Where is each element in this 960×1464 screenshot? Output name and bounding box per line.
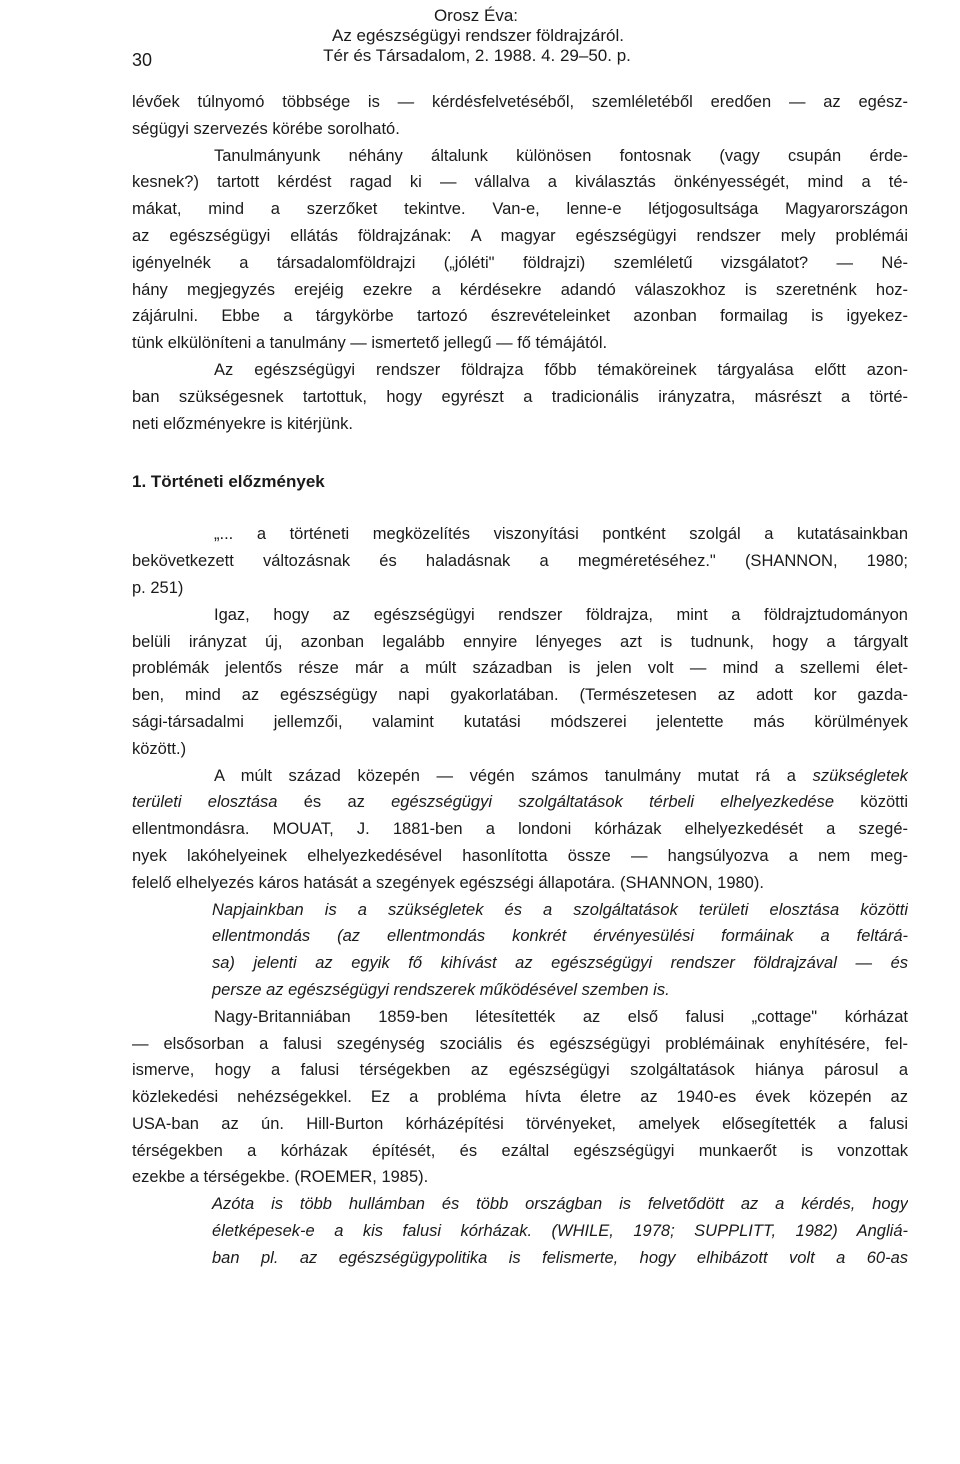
text-line: p. 251) [132, 578, 184, 597]
text-line: tünk elkülöníteni a tanulmány — ismertető jellegű — fő témájától. [132, 334, 608, 353]
text-line: térségekben a kórházak építését, és ezáltal egészségügyi munkaerőt is vonzottak [132, 1141, 908, 1160]
paragraph-4 [132, 602, 908, 763]
text-run: és az [277, 793, 392, 812]
text-line: problémák jelentős része már a múlt században is jelen volt — mind a szellemi élet- [132, 659, 908, 678]
text-line: az egészségügyi ellátás földrajzának: A magyar egészségügyi rendszer mely problémái [132, 226, 908, 245]
text-line: neti előzményekre is kitérjünk. [132, 414, 354, 433]
text-line: lévőek túlnyomó többsége is — kérdésfelvetéséből, szemléletéből eredően — az egész- [132, 93, 908, 111]
text-line: kesnek?) tartott kérdést ragad ki — vállalva a kiválasztás önkényességét, mind a té- [132, 173, 908, 192]
paragraph-3 [132, 357, 908, 437]
text-line: ezekbe a térségekbe. (ROEMER, 1985). [132, 1168, 429, 1187]
text-line: Azóta is több hullámban és több országban is felvetődött az a kérdés, hogy [212, 1195, 908, 1214]
text-line [132, 789, 908, 816]
block-quote [132, 521, 908, 601]
text-line: Nagy-Britanniában 1859-ben létesítették az első falusi „cottage" kórházat [214, 1007, 908, 1026]
text-line: ségügyi szervezés körébe sorolható. [132, 119, 400, 138]
text-line: USA-ban az ún. Hill-Burton kórházépítési törvényeket, amelyek elősegítették a falusi [132, 1114, 908, 1133]
body-text [132, 89, 908, 1272]
paragraph-7 [132, 1004, 908, 1192]
text-line: felelő elhelyezés káros hatását a szegények egészségi állapotára. (SHANNON, 1980). [132, 873, 764, 892]
header-title: Az egészségügyi rendszer földrajzáról. [332, 26, 624, 45]
text-line: Az egészségügyi rendszer földrajza főbb témaköreinek tárgyalása előtt azon- [214, 360, 908, 379]
text-line: Igaz, hogy az egészségügyi rendszer földrajza, mint a földrajztudományon [214, 605, 908, 624]
text-line: Napjainkban is a szükségletek és a szolgáltatások területi elosztása közötti [212, 900, 908, 919]
text-line: — elsősorban a falusi szegénység szociális és egészségügyi problémáinak enyhítésére, fel- [132, 1034, 908, 1053]
page-number: 30 [132, 50, 153, 70]
text-line: Tanulmányunk néhány általunk különösen fontosnak (vagy csupán érde- [214, 146, 908, 165]
text-line: ban pl. az egészségügypolitika is felismerte, hogy elhibázott volt a 60-as [212, 1248, 908, 1267]
header-author: Orosz Éva: [433, 6, 519, 25]
text-run: közötti [834, 793, 908, 812]
text-line: mákat, mind a szerzőket tekintve. Van-e, lenne-e létjogosultsága Magyarországon [132, 200, 908, 219]
text-line: „... a történeti megközelítés viszonyítási pontként szolgál a kutatásainkban [214, 525, 908, 544]
text-line: igényelnék a társadalomföldrajzi („jóléti" földrajzi) szemléletű vizsgálatot? — Né- [132, 253, 908, 272]
paragraph-1 [132, 89, 908, 143]
text-line: ben, mind az egészségügy napi gyakorlatában. (Természetesen az adott kor gazda- [132, 686, 908, 705]
text-line: sa) jelenti az egyik fő kihívást az egészségügyi rendszer földrajzával — és [212, 954, 908, 973]
paragraph-2 [132, 143, 908, 357]
text-line: között.) [132, 739, 187, 758]
text-line: persze az egészségügyi rendszerek működésével szemben is. [212, 980, 670, 999]
header-source: Tér és Társadalom, 2. 1988. 4. 29–50. p. [323, 46, 631, 65]
emphasis: szükségletek [812, 766, 908, 785]
text-line: közlekedési nehézségekkel. Ez a probléma hívta életre az 1940-es évek közepén az [132, 1088, 908, 1107]
emphasis: egészségügyi szolgáltatások térbeli elhelyezkedése [391, 793, 835, 812]
paragraph-6-italic [132, 897, 908, 1004]
text-run: A múlt század közepén — végén számos tanulmány mutat rá a [214, 766, 813, 785]
text-line: sági-társadalmi jellemzői, valamint kutatási módszerei jelentette más körülmények [132, 712, 908, 731]
text-line: ellentmondásra. MOUAT, J. 1881-ben a londoni kórházak elhelyezkedését a szegé- [132, 820, 908, 839]
text-line: zájárulni. Ebbe a tárgykörbe tartozó észrevételeinket azonban formailag is igyekez- [132, 307, 908, 326]
text-line: ellentmondás (az ellentmondás konkrét érvényesülési formáinak a feltárá- [212, 927, 908, 946]
text-line: életképesek-e a kis falusi kórházak. (WHILE, 1978; SUPPLITT, 1982) Angliá- [212, 1222, 908, 1241]
text-line [132, 763, 908, 790]
emphasis: területi elosztása [132, 793, 278, 812]
text-line: ban szükségesnek tartottuk, hogy egyrészt a tradicionális irányzatra, másrészt a törté- [132, 387, 908, 406]
section-heading: 1. Történeti előzmények [132, 472, 325, 492]
paragraph-5 [132, 763, 908, 897]
text-line: belüli irányzat új, azonban legalább ennyire lényeges azt is tudnunk, hogy a tárgyalt [132, 632, 908, 651]
text-line: bekövetkezett változásnak és haladásnak a megméretéséhez." (SHANNON, 1980; [132, 552, 908, 571]
paragraph-8-italic [132, 1191, 908, 1271]
text-line: nyek lakóhelyeinek elhelyezkedésével hasonlította össze — hangsúlyozva a nem meg- [132, 846, 908, 865]
text-line: ismerve, hogy a falusi térségekben az egészségügyi szolgáltatások hiánya párosul a [132, 1061, 908, 1080]
text-line: hány megjegyzés erejéig ezekre a kérdésekre adandó válaszokhoz is szeretnénk hoz- [132, 280, 908, 299]
